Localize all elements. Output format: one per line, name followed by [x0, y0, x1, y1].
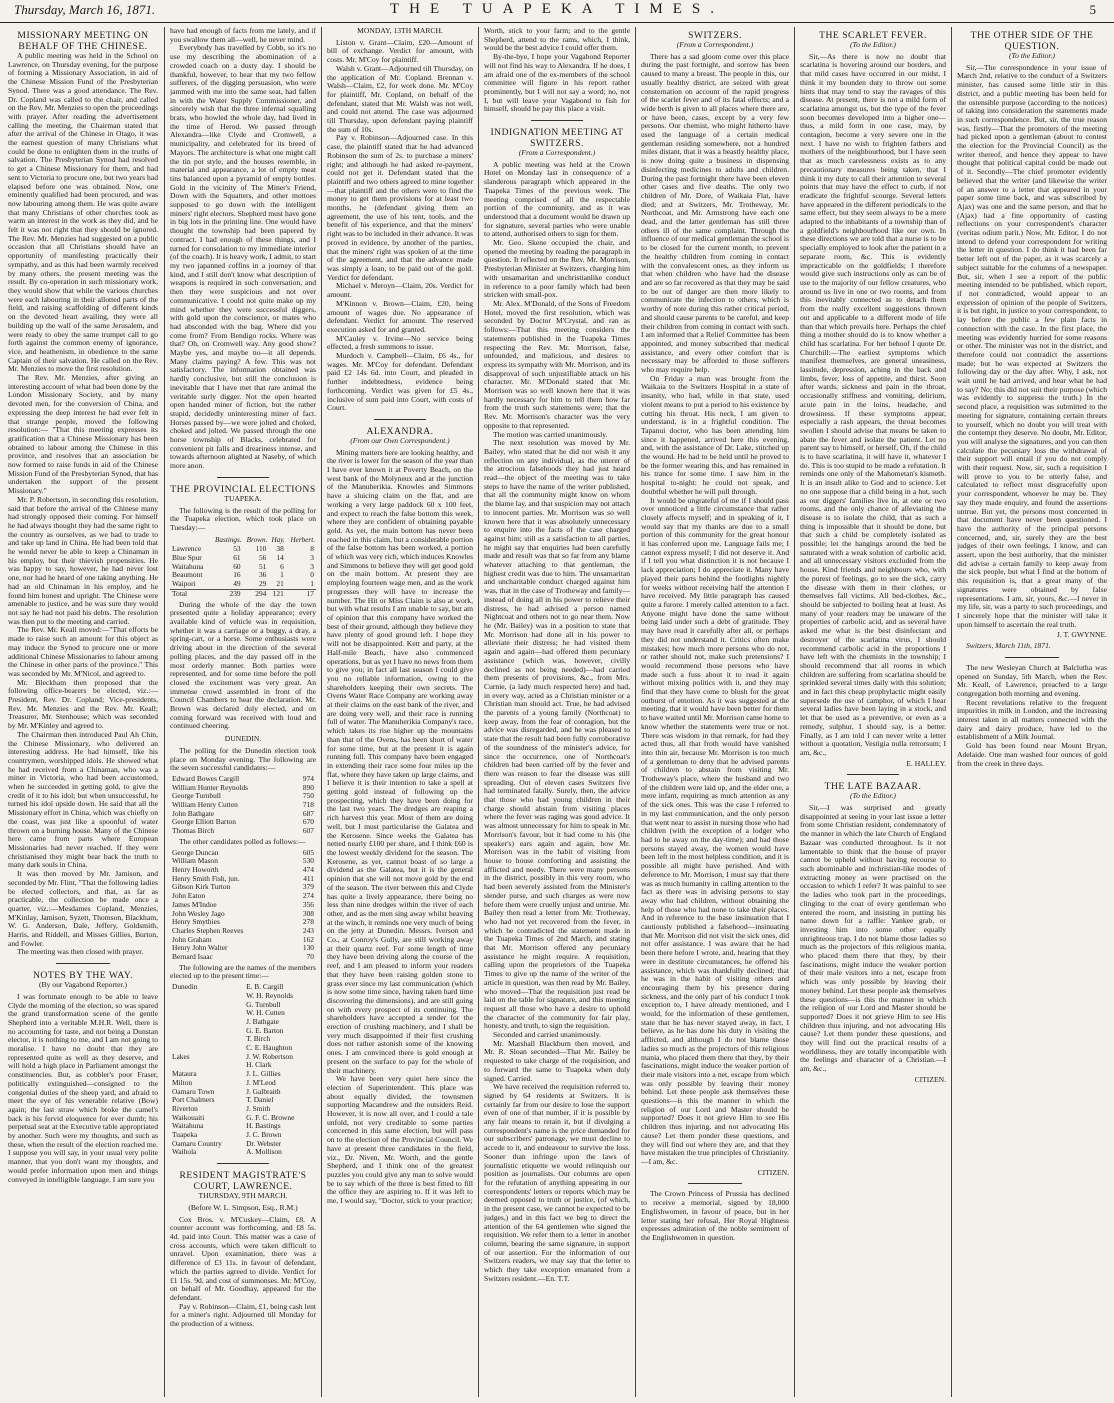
article-title: SWITZERS. — [688, 30, 742, 41]
column-1 — [8, 27, 158, 1397]
article-paragraph: The motion was carried unanimously. — [493, 429, 608, 439]
dunedin-others-table — [170, 849, 316, 962]
table-cell: 0 — [310, 570, 314, 580]
article-paragraph: have had enough of facts from me lately, and if you swallow them all—well, he never mind. — [170, 27, 316, 44]
table-cell — [170, 1009, 244, 1018]
column-3 — [327, 27, 473, 1397]
article-paragraph: Mr. Bleckham then proposed that the following office-bearers be elected, viz.:—President, Rev. Dr. Copland; Vice-presidents, Rev. Mr. Menzies and the Rev. Mr. Keall; Treasurer, Mr. Stenhouse; which was seconded by Mr. M'Kinley and agreed to. — [8, 677, 158, 731]
court-date: THURSDAY, 9TH MARCH. — [198, 1191, 288, 1201]
article-byline: (By our Vagabond Reporter.) — [38, 980, 127, 990]
table-cell: Dunedin — [172, 982, 198, 992]
table-cell: Thomas Birch — [172, 826, 215, 836]
article-paragraph: The following are the names of the members elected up to the present time:— — [170, 962, 316, 981]
table-cell: Dr. Webster — [246, 1138, 282, 1148]
table-cell: G. Turnbull — [246, 999, 281, 1009]
section-divider — [56, 963, 110, 964]
table-cell: Waitahuna — [172, 561, 204, 571]
table-row — [170, 983, 316, 992]
table-cell: 243 — [302, 925, 314, 935]
table-cell: G. F. C. Browne — [246, 1112, 295, 1122]
table-cell: George Elliott Barton — [172, 817, 236, 827]
table-row — [170, 1009, 316, 1018]
table-cell: 530 — [302, 856, 314, 866]
article-paragraph: Pay v. Robinson—Adjourned case. In this case, the plaintiff stated that he had advanced Robinson the sum of 2s. to purchase a miners' right; and although he had asked re-payment, could not get it. Defendant stated that the plaintiff and two others agreed to mine together—that plaintiff and the others were to find the money to get them provisions for at least two months, he (defendant giving them an agreement, the use of his tent, tools, and the benefit of his experience, and that the miners' right was to be included in their advance. It was proved in evidence, by another of the parties, that the miners' right was spoken of at the time of the agreement, and that the advance made was simply a loan, to be paid out of the gold. Verdict for defendant. — [327, 133, 473, 282]
article-paragraph: Seconded and carried unanimously. — [493, 1030, 601, 1040]
article-title: INDIGNATION MEETING AT SWITZERS. — [490, 127, 624, 150]
table-cell: Hay. — [271, 535, 285, 544]
table-cell: 16 — [233, 570, 241, 580]
article-byline: (From a Correspondent.) — [676, 40, 754, 49]
section-divider — [531, 120, 584, 121]
table-cell — [170, 992, 244, 1001]
article-byline: (To the Editor.) — [850, 40, 896, 49]
section-divider — [374, 419, 427, 420]
table-cell: Waihola — [172, 1147, 197, 1157]
article-title: THE OTHER SIDE OF THE QUESTION. — [970, 30, 1094, 52]
table-cell: 1 — [310, 579, 314, 589]
table-cell: H. Clark — [246, 1060, 272, 1070]
table-cell — [170, 1001, 244, 1010]
table-cell: 750 — [302, 791, 314, 801]
table-cell: Mataura — [172, 1069, 197, 1079]
article-title: NOTES BY THE WAY. — [32, 970, 133, 982]
table-cell: Lakes — [172, 1051, 190, 1061]
article-paragraph: Mr. Alex. M'Donald, of the Sons of Freedom Hotel, moved the first resolution, which was seconded by Doctor M'Crystal, and ran as follows:—That this meeting considers the statements published in the Tuapeka Times respecting the Rev. Mr. Morrison, false, unfounded, and malicious, and desires to express its sympathy with Mr. Morrison, and its disapproval of such unjustifiable attack on his character. Mr. M'Donald stated that Mr. Morrison was so well known here that it was hardly necessary for him to tell them how far from the truth such statements were; that the Rev. Mr. Morrison's character was the very opposite to that represented. — [484, 298, 630, 430]
table-cell — [170, 1027, 244, 1036]
table-cell: 121 — [272, 588, 284, 598]
article-paragraph: Walsh v. Grant—Adjourned till Thursday, on the application of Mr. Copland. Brennan v. Walsh—Claim, £2, for work done. Mr. M'Coy for plaintiff, Mr. Copland, on behalf of the defendant, stated that Mr. Walsh was not well, and could not attend. The case was adjourned till Thursday, upon defendant paying plaintiff the sum of 10s. — [327, 63, 473, 134]
table-cell: H. Bastings — [246, 1121, 281, 1131]
article-paragraph: On Friday a man was brought from the Waikaia to the Switzers Hospital in a state of insanity, who had, while in that state, used violent means to put a period to his existence by cutting his throat. His neck, I am given to understand, is in a frightful condition. The Tapanui doctor, who has been attending him since it happened, arrived here this evening, and, with the assistance of Dr. Lake, stitched up the wound. He had to be held until he proved to be the former wearing this, and has remained in his trance for some time. I saw him in the hospital to-night: he could not speak, and doubtful whether he will pull through. — [641, 373, 789, 496]
table-cell: James M'Indoe — [172, 899, 217, 909]
article-paragraph: The polling for the Dunedin election took place on Monday evening. The following are the seven successful candidates:— — [170, 745, 316, 773]
article-title: ALEXANDRA. — [366, 425, 434, 437]
table-cell: Blue Spur — [172, 553, 202, 563]
table-row — [170, 1018, 316, 1027]
table-cell: Henry Smith Fish, jun. — [172, 873, 240, 883]
article-paragraph: Sir,—The correspondence in your issue of March 2nd, relative to the conduct of a Switzers minister, has caused some little stir in this district, and a public meeting has been held for the ostensible purpose (according to the notices) of taking into consideration the statements made in such correspondence. But, sir, the true reason was, firstly—That the promoters of the meeting had picked upon a gentleman (about to contest the election for the Provincial Council) as the writer thereof, and hence they appear to have thought that political capital could be made out of it. Secondly—The chief promoter evidently believed that the writer (and likewise the writer of an answer to a letter that appeared in your paper some time back, and was subscribed by Ajax) was one and the same person, and that he (Ajax) had a fine opportunity of casting reflections on your correspondent's character (veritas odium parit.) Now, Mr. Editor, I do not intend to defend your correspondent for writing the letter in question. I do think it had been far better left out of the paper, as it was scarcely a subject suitable for the columns of a newspaper. But, sir, when I see a report of the public meeting intended to be published, which report, if not contradicted, would appear to an expression of opinion of the people of Switzers, it is but right, in justice to your correspondent, to lay before the public a few plain facts in connection with the case. In the first place, the meeting was evidently hurried for some reasons or other. The minister was not in the district, and therefore could not contradict the assertions made; but he was expected at Switzers the following day or the day after. Why, I ask, not wait until he had arrived, and hear what he had to say? No; this did not suit their purpose (which was evidently to suppress the truth.) In the second place, a requisition was submitted to the meeting for signature, containing certain threats to yourself, which no doubt you will treat with the contempt they deserve. No doubt, Mr. Editor, you will analyse the signatures, and you can then calculate the pecuniary loss the withdrawal of their support will entail if you do not comply with their request. Now, sir, such a requisition I will prove to you to be utterly false, and calculated to reflect most disgracefully upon your correspondent, whoever he may be. They say they made enquiry, and found the assertions untrue. But yet, the persons most concerned in that document have never been questioned. I have the authority of the principal persons concerned, and, sir, surely they are the best judges of their own feelings. I know, and can assert, upon the best authority, that the minister did advise a certain family to keep away from the sick people, but what I find at the bottom of this requisition is, that a great many of the signatures were obtained by false representations. I am, sir, yours, &c.—I never in my life, sir, was a party to such proceedings, and I sincerely hope that the minister will take it upon himself to ascertain the real truth. — [957, 62, 1107, 629]
table-cell: Henry John Walter — [172, 943, 228, 953]
table-cell: Tuapeka — [172, 1130, 198, 1140]
table-cell: John Graham — [172, 934, 212, 944]
article-paragraph: Murdoch v. Campbell—Claim, £6 4s., for wages. Mr. M'Coy for defendant. Defendant paid £2 14s 6d. into Court, and pleaded in further indebtedness, evidence being forthcoming. Verdict was given for £5 4s., inclusive of sum paid into Court, with costs of Court. — [327, 351, 473, 413]
table-cell: 29 — [258, 579, 267, 589]
article-paragraph: The other candidates polled as follows:— — [179, 836, 306, 846]
table-cell: Edward Bowes Cargill — [172, 773, 240, 783]
table-cell: 56 — [258, 553, 267, 563]
letter-signature: CITIZEN. — [757, 1167, 789, 1177]
table-cell: 6 — [280, 561, 284, 571]
article-paragraph: It was then moved by Mr. Jamison, and seconded by Mr. Flint, "That the following ladies be elected collectors, and that, as far as practicable, the collection be made once a quarter, viz.:—Mesdames Copland, Menzies, M'Kinlay, Jamison, Syzett, Thomson, Blackham, W. G. Anderson, Dale, Jeffery, Goldsmith, Harris, and Riddell, and Misses Gillies, Burton, and Fowler. — [8, 869, 158, 948]
article-paragraph: Michael v. Meroyn—Claim, 20s. Verdict for amount. — [327, 281, 473, 300]
table-cell: Bernard Isaac — [172, 952, 213, 962]
article-byline: (From our Own Correspondent.) — [350, 435, 450, 445]
column-rule — [951, 27, 952, 1397]
table-cell: 14 — [276, 553, 284, 563]
table-cell: C. E. Haughton — [246, 1043, 293, 1053]
table-cell: Brown. — [246, 535, 268, 544]
table-cell: 51 — [258, 561, 267, 571]
table-row — [170, 1001, 316, 1010]
table-cell: Waipori — [172, 579, 196, 589]
table-cell: William Henry Cutten — [172, 800, 238, 810]
table-row — [170, 827, 316, 836]
article-paragraph: The Rev. Mr. Menzies, after giving an interesting account of what had been done by the London Missionary Society, and by many devoted men, for the conversion of China, and expressing the deep interest he had ever felt in that strange people, moved the following resolution:— "That this meeting expresses its gratification that a Chinese Missionary has been obtained to labour among the Chinese in this province, and resolves that an association be now formed to raise funds in aid of the Chinese Mission Fund of the Presbyterian Synod, that has undertaken the support of the present Missionary." — [8, 373, 158, 496]
article-paragraph: The Crown Princess of Prussia has declined to receive a memorial, signed by 18,000 Englishwomen, in favour of peace, but in her letter stating her refusal, Her Royal Highness expresses admiration of the noble sentiment of the Englishwomen in question. — [641, 1189, 789, 1242]
article-title: THE LATE BAZAAR. — [824, 781, 922, 793]
table-cell: E. B. Cargill — [246, 982, 284, 992]
table-cell: William Mason — [172, 856, 218, 866]
letter-signature: J. T. GWYNNE. — [1056, 630, 1107, 640]
table-cell: Port Chalmers — [172, 1095, 215, 1105]
table-row — [170, 953, 316, 962]
article-paragraph: Worth, stick to your farm; and to the gentle Shepherd, attend to the rams, which, I think, would be the best advice I could offer them. — [484, 27, 630, 53]
table-row — [170, 580, 316, 589]
column-rule — [635, 27, 636, 1397]
article-paragraph: The Chairman then introduced Paul Ah Chin, the Chinese Missionary, who delivered an interesting address. He had himself, like his countrymen, worshipped idols. He showed what he had received from a Chinaman, who was a miner in Victoria, who had been accustomed, when he succeeded in getting gold, to give the credit of it to his idol; but when unsuccessful, he turned his idol upside down. He said that all the Missionary effort in China, which was chiefly on the coast, was just like a spoonful of water thrown on a burning house. Many of the Chinese here came from parts where European Missionaries had never reached. If they were christianised they might bear back the truth to many dark souls in China. — [8, 729, 158, 870]
table-cell: 17 — [306, 588, 314, 598]
court-date: MONDAY, 13TH MARCH. — [357, 27, 443, 35]
column-rule — [321, 27, 322, 1397]
article-title: MISSIONARY MEETING ON BEHALF OF THE CHINESE. — [17, 30, 149, 52]
table-cell: 60 — [233, 561, 241, 571]
column-2 — [170, 27, 316, 1397]
table-cell: 974 — [302, 773, 314, 783]
column-rule — [164, 27, 165, 1397]
table-row — [170, 1148, 316, 1157]
section-divider — [847, 774, 900, 775]
table-cell: 36 — [258, 570, 267, 580]
table-cell: George Duncan — [172, 847, 219, 857]
table-cell: T. Daniel — [246, 1095, 274, 1105]
table-cell: 8 — [310, 544, 314, 554]
table-cell: 130 — [302, 943, 314, 953]
section-subtitle: DUNEDIN. — [224, 734, 262, 744]
table-cell: Herbert. — [290, 535, 315, 544]
section-divider — [688, 1183, 741, 1184]
table-row — [170, 1044, 316, 1053]
section-subtitle: TUAPEKA. — [224, 493, 262, 503]
court-bench: (Before W. L. Simpson, Esq., R.M.) — [188, 1202, 298, 1212]
article-title: RESIDENT MAGISTRATE'S COURT, LAWRENCE. — [179, 1170, 307, 1193]
article-byline: (To the Editor.) — [1009, 51, 1055, 60]
letter-signature: E. HALLEY. — [906, 758, 946, 768]
table-cell: 162 — [302, 934, 314, 944]
table-cell: Bastings. — [215, 535, 242, 544]
article-paragraph: The next resolution was moved by Mr. Bailey, who stated that he did not wish it any reflection on any individual, as the utterer of the atrocious falsehoods they had just heard read—the object of the meeting was to take steps to have the name of the writer published, that all the community might know on whom the blame lay, and that suspicion may not attach to innocent parties. Mr. Morrison was so well known here that it was absolutely unnecessary to enquire into the facts of the case charged against him; still as a satisfaction to all parties, he might say that enquiries had been carefully made and result was that so far from any blame whatever attaching to that gentleman, the highest credit was due to him. The unsamaritan and uncharitable conduct charged against him was, that in the case of Trotheway and family—instead of doing all in his power to relieve their distress, he had advised a person named Nightcoat and others not to go near them. Now he (Mr. Bailey) was in a position to state that Mr. Morrison had done all in his power to alleviate their distress; he had visited them again and again—had offered them pecuniary assistance (which was, however, civilly declined as not being needed)—had carried them presents of provisions, &c., from Mrs. Curnie, (a lady much respected here) and had, in every way, acted as a Christian minister or a Christian man should act. True, he had advised the parents of a young family (Northcoat) to keep away, from the fear of contagion, but the advice was disregarded, and he was pleased to state that the result had been fully corroborative of the soundness of the minister's advice, for since the occurrence, one of Northcoat's children had been carried off by the fever and there was reason to fear the disease was still spreading. Out of eleven cases Switzers five had terminated fatally. Surely, then, the advice that those who had young children in their charge should abstain from visiting places where the fever was raging was good advice. It was almost unnecessary for him to speak in Mr. Morrison's favour, but it had come to his (the speaker's) ears again and again, how Mr. Morrison was in the habit of visiting from house to house comforting and assisting the afflicted and needy. There were many persons in the district, possibly in this very room, who had been severely assisted from the Minister's slender purse, and such charges as were now before them were cruelly unjust and untrue. Mr. Bailey then read a letter from Mr. Trotheway, who had not yet recovered from the fever, in which he contradicted the statement made in the Tuapeka Times of 2nd March, and stating that Mr. Morrison offered any pecuniary assistance he might require. A requisition, calling upon the proprietors of the Tuapeka Times to give up the name of the writer of the article in question, was then read by Mr. Bailey, who moved—That the requisition just read be laid on the table for signature, and this meeting request all those who have a desire to uphold the character of the community for fair play, honesty, and truth, to sign the requisition. — [484, 438, 630, 1031]
article-paragraph: M'Cauley v. Irvine—No service being effected, a fresh summons to issue. — [327, 333, 473, 352]
table-cell: Gibson Kirk Turton — [172, 882, 231, 892]
table-cell: 1 — [280, 570, 284, 580]
table-total-row — [170, 589, 316, 598]
section-divider — [1005, 657, 1059, 658]
table-cell — [170, 1035, 244, 1044]
table-row — [170, 1027, 316, 1036]
table-cell: Milton — [172, 1077, 193, 1087]
table-cell: 70 — [306, 952, 314, 962]
table-cell: 239 — [229, 588, 241, 598]
table-cell: 110 — [255, 544, 267, 554]
article-paragraph: I was fortunate enough to be able to leave Clyde the morning of the election, so was spared the grand transformation scene of the gentle Shepherd into a veritable M.H.R. Well, there is no accounting for taste, and not being a Dunstan elector, it is nothing to me, and I am not going to moralise. I have no doubt that they are represented quite as well as they deserve, and will hold a high place in Parliament amongst the constituencies. But, as cobbler's poor Fraser, politically extinguished—consigned to the congenial duties of the sheep yard, and afraid to meet the eye of his venerable relative (Bow) again; the last straw which broke the camel's back is his fervid eloquence for ever dumb; his perpetual seat at the Executive table appropriated by another. Such were my thoughts, and such as these, when the result of the election reached me. I suppose you will say, in your usual very polite manner, that you don't want my thoughts, and would prefer information upon men and things conveyed in intelligible language. I am sure you — [8, 991, 158, 1184]
article-paragraph: Mining matters here are looking healthy, and the river is lower for the season of the year than I have ever known it at Poverty Beach, on the west bank of the Molyneux and at the junction of the Manuherikia. Knowles and Simmons have a sluicing claim on the flat, and are working a very large paddock 60 x 100 feet, and expect to reach the false bottom this week, where they are confident of obtaining payable gold. As yet, the main bottom has never been reached in this claim, but a considerable portion of the false bottom has been worked, a portion of which was very rich, which induces Knowles and Simmons to believe they will get good gold on the main bottom. At present they are employing fourteen wage men, and as the work progresses they will have to increase the number. The Hit or Miss Claim is also at work, but with what results I am unable to say, but am of opinion that this company have worked the best of their ground, although they believe they have plenty of good ground left. I hope they will not be disappointed. Kett and party, at the Half-mile Beach, have also commenced operations, but as yet I have no news from them to give you; in fact all last season I could give you no reliable information, owing to the shareholders keeping their own secrets. The Ovens Water Race Company are working away at their claims on the east bank of the river, and are doing very well, and their race is running full of water. The Manuherikia Company's race, which takes its rise higher up the mountains than that of the Ovens, has been short of water for some time, but at the present it is again running full. This company have been engaged in extending their race some four miles up the flat, where they have taken up large claims, and I believe it is their intention to take a spell at getting gold instead of following up the prospecting, which they have been doing for the last two years. The dredges are reaping a rich harvest this year. Most of them are doing well, but I must particularise the Galatea and the Kerosene. Since weeks the Galatea has netted nearly £100 per share, and I think £60 is the lowest weekly dividend for the season. The Kerosene, as yet, cannot boast of so large a dividend as the Galatea, but it is the general opinion that she will not move gold by the end of the season. The river between this and Clyde has quite a lively appearance, there being no less than nine dredges within the river of each other, and as the men sing away whilst heaving at the winch, it reminds one very much of being on the jetty at Dunedin. Messrs. Iverson and Co., at Conroy's Gully, are still working away at their quartz reef. For some length of time they have been driving along the course of the reef, and I am pleased to inform your readers that they have been raising golden stone to grass ever since my last communication (which is now some time since, having taken hard time discovering the dimensions), and are still going on with every prospect of its continuing. The shareholders have accepted a tender for the erection of crushing machinery, and I shall be very much disappointed if their first crushing does not rather astonish some of the knowing ones. I am convinced there is gold enough at present on the surface to pay for the whole of their machinery. — [327, 447, 473, 1075]
table-cell: J. L. Gillies — [246, 1069, 281, 1079]
table-cell: 474 — [302, 864, 314, 874]
table-cell: John Wesley Jago — [172, 908, 225, 918]
article-paragraph: The meeting was then closed with prayer. — [17, 947, 144, 957]
table-cell: 718 — [302, 800, 314, 810]
article-paragraph: We have received the requisition referred to, signed by 64 residents at Switzers. It is certainly far from our desire to lose the support even of one of that number, if it is possible by any fair means to retain it, but if divulging a correspondent's name is the price demanded for our subscribers' patronage, we must decline to accede to it, and endeavour to survive the loss. Sooner than infringe upon the laws of journalistic etiquette we would relinquish our position as journalists. Our columns are open for the refutation of anything appearing in our correspondents' letters or reports which may be deemed opposed to truth or justice, (of which, in the present case, we cannot be expected to be judges,) and in this fact we beg to direct the attention of the 64 gentlemen who signed the requisition. We refer them to a letter in another column, bearing the same signature, in support of our assertion. For the information of our Switzers readers, we may say that the letter to which they take exception emanated from a Switzers resident.—En. T.T. — [484, 1082, 630, 1283]
table-cell: Oamaru Town — [172, 1086, 215, 1096]
column-rule — [794, 27, 795, 1397]
letter-dateline: Switzers, March 11th, 1871. — [966, 641, 1051, 651]
article-paragraph: Liston v. Grant—Claim, £20—Amount of bill of exchange. Verdict for amount, with costs. Mr. M'Coy for plaintiff. — [327, 37, 473, 65]
article-paragraph: Recent revelations relative to the frequent impurities in milk in London, and the increasing interest taken in all matters connected with the dairy and dairy produce, have led to the establishment of a Milk Journal. — [957, 697, 1107, 742]
table-cell: 411 — [303, 873, 314, 883]
article-byline: (From a Correspondent.) — [518, 148, 596, 158]
table-cell: 38 — [276, 544, 284, 554]
table-cell: Waikouaiti — [172, 1112, 205, 1122]
table-cell: 61 — [233, 553, 241, 563]
table-cell: George Turnbull — [172, 791, 221, 801]
table-cell: Waitahuna — [172, 1121, 204, 1131]
article-paragraph: A public meeting was held at the Crown Hotel on Monday last in consequence of a slanderous paragraph which appeared in the Tuapeka Times of the previous week. The meeting comprised of all the respectable portion of the community, and as it was understood that a document would be drawn up for signature, several parties who were unable to attend, authorised others to sign for them. — [484, 159, 630, 239]
table-cell: W. H. Cutten — [246, 1008, 285, 1018]
article-paragraph: Sir,—I was surprised and greatly disappointed at seeing in your last issue a letter from some Christian resident, condemnatory of the manner in which the late Church of England Bazaar was conducted throughout. Is it not lamentable to think that the house of prayer cannot be upheld without having recourse to such abominable and inchristian-like modes of extracting money as were practised on the occasion to which I refer? It was painful to see the ladies who took part in the proceedings, clinging to the coat of every gentleman who entered the room, and insisting in putting his name down for a raffle: Yankee grab, or investing him into some other equally unrighteous trap. I do not blame those ladies so much as the projectors of this religious mania, who placed them there that they, by their fascinations, might induce the weaker portion of their male visitors into a net, escape from which was only possible by leaving their money behind. Let these people ask themselves these questions—is this the manner in which the religion of our Lord and Master should be supported? Does it not grieve Him to see His children thus injuring, and not advocating His cause? Let them ponder these questions, and they will find out the practical results of a worldliness, they are totally incompatible with the feelings and character of a Christian.—I am, &c., — [800, 803, 946, 1074]
tuapeka-poll-table — [170, 535, 316, 599]
table-cell: Beaumont — [172, 570, 203, 580]
article-paragraph: We have been very quiet here since the election of Superintendent. This place was about equally divided, the townsmen supporting Macandrew and the outsiders Reid. However, it is now all over, and I could a tale unfold, not very creditable to some parties concerned in this same election, but will pass on to the election of the Provincial Council. We have at present three candidates in the field, viz., Dr. Niven, Mr. Worth, and the gentle Shepherd, and I think one of the greatest puzzles you could give any man to solve would be to say which of the three is best fitted to fill the office they are aspiring to. If it was left to me, I would say, "Doctor, stick to your practice; — [327, 1074, 473, 1206]
article-title: THE PROVINCIAL ELECTIONS — [170, 483, 316, 495]
column-5 — [641, 27, 789, 1397]
article-paragraph: The Rev. Mr. Keall moved:—"That efforts be made to raise such an amount for this object as may induce the Synod to procure one or more additional Chinese Missionaries to labour among the Chinese in other parts of the province." This was seconded by Mr. M'Nicol, and agreed to. — [8, 625, 158, 678]
article-paragraph: Pay v. Robinson—Claim, £1, being cash lent for a miner's right. Adjourned till Monday for the production of a witness. — [170, 1301, 316, 1329]
table-cell: 379 — [302, 882, 314, 892]
article-paragraph: Gold has been found near Mount Bryan, Adelaide. One man washed four ounces of gold from the creek in three days. — [957, 741, 1107, 768]
table-cell: 278 — [302, 917, 314, 927]
table-cell: Charles Stephen Reeves — [172, 925, 244, 935]
article-paragraph: Mr. Geo. Skene occupied the chair, and opened the meeting by reading the paragraph in question. It reflected on the Rev. Mr. Morrison, Presbyterian Minister at Switzers, charging him with unsamaritan and unchristianlike conduct in reference to a poor family which had been stricken with small-pox. — [484, 238, 630, 300]
section-divider — [217, 1163, 270, 1164]
article-paragraph: The new Wesleyan Church at Balclutha was opened on Sunday, 5th March, when the Rev. Mr. Keall, of Lawrence, preached to a large congregation both morning and evening. — [957, 662, 1107, 698]
table-cell: A. Mollison — [246, 1147, 282, 1157]
column-7 — [957, 27, 1107, 1397]
table-cell: Henry Howorth — [172, 864, 219, 874]
table-cell: 356 — [302, 899, 314, 909]
table-cell: Henry Smythies — [172, 917, 220, 927]
article-paragraph: A public meeting was held in the School on Lawrence, on Thursday evening, for the purpose of forming a Missionary Association, in aid of the Chinese Mission Fund of the Presbyterian Synod. There was a good attendance. The Rev. Dr. Copland was called to the chair, and called on the Rev. Mr. Menzies to open the proceedings with prayer. After reading the advertisement calling the meeting, the Chairman stated that after the arrival of the Chinese in Otago, it was the earnest question of many Christians what could be done to enlighten them in the truths of salvation. The Presbyterian Synod had resolved to get a Chinese Missionary for them, and had sent to Victoria to procure one, but two years had elapsed before one was obtained. Now, one eminently qualified had been procured, and was now labouring among them. He was quite aware that many Christians of other churches took as warm an interest in the work as they did, and he felt it was not right that they should be ignored. The Rev. Mr. Menzies had suggested on a public occasion that all Christians should have an opportunity of manifesting practically their sympathy, and as this had been warmly received by many others, the present meeting was the result. By co-operation in such missionary work, they would show that while the various churches were each labouring in their allotted parts of the field, and raising scaffolding of different kinds on the devoted heart availing, they were all building up the wall of the same Jerusalem, and were ready to obey the same trumpet call to go forth against the common enemy of ignorance, vice, and heathenism, in obedience to the same Captain of their salvation. He called on the Rev. Mr. Menzies to move the first resolution. — [8, 51, 158, 374]
table-cell: 3 — [310, 561, 314, 571]
article-paragraph: By-the-bye, I hope your Vagabond Reporter will not find his way to Alexandra. If he does, I am afraid one of the ex-members of the school committee will figure in his report rather prominently, but I will not say a word; no, not I, but will leave your Vagabond to fish for himself, should he pay this place a visit. — [484, 52, 630, 114]
article-paragraph: It would be ungrateful of me if I should pass over unnoticed a little circumstance that rather closely affects myself; and in speaking of it, I would say that my thanks are due to a small portion of this community for the great honour it has conferred upon me. Language fails me; I cannot express myself; I did not deserve it. And if I tell you what distinction it is not because I lack appreciation; I do appreciate it. Many have played their parts behind the footlights nightly for weeks without receiving half the attention I have received. My little paragraph has caused quite a furore. I merely called attention to a fact. Anyone might have done the same without being laid under such a debt of gratitude. They may have read it carefully after all, or perhaps they did not understand it. Critics often make mistakes; how much more persons who do not, or rather should not, make such pretensions? I would recommend those persons who have made such a fuss about it to read it again without mixing politics with it, and they may find that they have come to blush for the great outburst of emotion. As it was suggested at the meeting, that it would have been better for them to have waited until Mr. Morrison came home to know whether the statements were true or not. There was wisdom in that remark, for had they acted thus, all that froth would have vanished into thin air, because Mr. Morrison is too much of a gentleman to deny that he advised parents of children to abstain from visiting Mr. Trotheway's place, where the husband and two of the children were laid up, and the elder one, a mere infant, requiring as much attention as any of the sick ones. This was the case I referred to in my last communication, and the only person that went near to assist in nursing those who had children (with the exception of a lodger who had to be away on the day-time); and had those persons stayed away, the women would have been left in the most helpless condition, and it is possible all might have perished. And with deference to Mr. Morrison, I must say that there was as much humanity in calling attention to the fact as there was in advising persons to stay away who had children, without obtaining the help of those who had none to take their places. And in reference to the base insinuation that I cautiously published a falsehood—insinuating that Mr. Morrison did not visit the sick ones, did not offer assistance. I was aware that he had been there before I wrote, and, hearing that they were in destitute circumstances, he offered his assistance, which was thankfully declined; that he was in the habit of visiting others and encouraging them by his presence during sickness, and the only part of his conduct I took exception to, I have already mentioned, and I would, for the information of these gentlemen, state that he has never stayed away, in fact, I believe, as he has done his duty in visiting the afflicted, and although I do not blame those ladies so much as the projectors of this religious mania, who placed them there that they, by their fascinations, might induce the weaker portion of their male visitors into a net, escape from which was only possible by leaving their money behind. Let these people ask themselves these questions—is this the manner in which the religion of our Lord and Master should be supported? Does it not grieve Him to see His children thus injuring, and not advocating His cause? Let them ponder these questions, and they will find out where they are, and that they have mistaken the true principles of Christianity.—I am, &c. — [641, 495, 789, 1166]
letter-signature: CITIZEN. — [914, 1074, 946, 1084]
table-cell: William Hunter Reynolds — [172, 782, 249, 792]
column-6 — [800, 27, 946, 1397]
article-paragraph: Everybody has travelled by Cobb, so it's no use my describing the abomination of a crowded coach on a dusty day. I should be thankful, however, to hear that my two fellow sufferers, of the digging persuasion, who were jammed with me into the same seat, had fallen in with the Water Supply Commissioner, and sincerely wish that the three infernal squalling brats, who howled the whole day, had lived in the time of Herod. We passed through Alexandra—like Clyde and Cromwell, a municipality, and celebrated for its breed of Mayors. The architecture is what one might call the tin pot style, and the houses resemble, in material and appearance, a lot of empty meat tins balanced upon a pyramid of empty bottles. Gold in the vicinity of The Miner's Friend, Down with the Squatters, and other mottoes supposed to go down with the intelligent miners' right electors. Shepherd must have gone in big lots in the printing line. One would have thought the township had been papered by contract. I had enough of these things, and I turned for consolation to my immediate interior (of the coach). It is heavy work, I admit, to start my two japanned coffins in a journey of that kind, and I still don't know what description of weapons is required in such conversation, and then they were suspicious and not over communicative. I could not quite make up my mind whether they were successful diggers, with gold upon the conscience, or mates who had absconded with the bag. Where did you come from? From Bendigo rocks. Where was that? Oh, on Cromwell way. Any good show? Maybe yes, and maybe no—it all depends. Many claims paying? A few. This was not satisfactory. The information obtained was hardly conclusive, but still the conclusion is inevitable that I have met that rare animal the veritable surly digger. Not the open hearted open handed miner of fiction, but the rather stupid, decidedly uninteresting miner of fact. Horses passed by—we were jolted and choked, choked and jolted. We passed through the one horse township of Blacks, celebrated for convenient pit falls and dreariness intense, and towards afternoon alighted at Naseby, of which more anon. — [170, 43, 316, 471]
table-cell: John Bathgate — [172, 808, 215, 818]
table-cell: J. W. Robertson — [246, 1051, 293, 1061]
table-cell: J. M'Leod — [246, 1077, 276, 1087]
article-paragraph: Cox Bros. v. M'Cuskey—Claim, £8. A counter account was forthcoming, and £8 5s. 4d. paid into Court. This matter was a case of cross accounts, which were taken difficult to unravel. Upon examination, there was a difference of £3 11s. in favour of defendant, which the parties agreed to divide. Verdict for £1 15s. 9d. and cost of summonses. Mr. M'Coy, on behalf of Mr. Goodhay, appeared for the defendant. — [170, 1214, 316, 1302]
article-paragraph: The following is the result of the polling for the Tuapeka election, which took place on Tuesday:— — [170, 505, 316, 532]
table-cell: T. Birch — [246, 1034, 271, 1044]
table-cell: 607 — [302, 826, 314, 836]
page-number: 5 — [1089, 2, 1096, 17]
masthead: THE TUAPEKA TIMES. — [389, 1, 725, 17]
members-elected-table — [170, 983, 316, 1157]
table-cell: John Eaton — [172, 891, 206, 901]
table-cell: 21 — [276, 579, 284, 589]
table-cell: 308 — [302, 908, 314, 918]
article-paragraph: During the whole of the day the town presented quite a holiday appearance; every available kind of vehicle was in requisition, whether it was a carriage or a buggy, a dray, a spring-cart, or a horse. Some enthusiasts were driving about in the direction of the several polling places, and the day passed off in the most orderly manner. Both parties were represented, and for some time before the poll closed the excitement was very great. An immense crowd assembled in front of the Council Chambers to hear the declaration. Mr. Brown was declared duly elected, and on coming forward was received with loud and continued cheering. — [170, 599, 316, 731]
article-title: THE SCARLET FEVER. — [819, 30, 927, 41]
article-paragraph: Sir,—As there is now no doubt that scarlatina is hovering around our borders, and that mild cases have occurred in our midst, I think it my bounden duty to throw out some hints that may tend to stay the ravages of this disease. At present, there is not a mild form of scarlatina amongst us, but the type of the fever soon becomes developed into a higher one—thus, a mild form in one case, may, by contagion, become a very severe one in the next. I have no wish to frighten fathers and mothers of the neighbourhood, but I have seen that as much carelessness exists as to any precautionary measures being taken, that I think it my duty to call their attention to several points that may have the effect to curb, if not eradicate the frightful scourge. Several letters have appeared in the different periodicals to the same effect, but they seem always to be a mere adapted to the inhabitants of a township than of a goldfield's neighbourhood like our own. In these directions we are told that a nurse is to be specially employed to look after the patient in a separate room, &c. This is evidently impracticable on the goldfields; I therefore would give such instructions only as can be of use to the majority of our fellow creatures, who around us live in one or two rooms, and from this inevitably connected as to detach them from the really excellent suggestions thrown out and applicable to a different mode of life than that which prevails here. Perhaps the chief thing a mother should do is to know whether a child has scarlatina. For her behoof I quote Dr. Churchill:—The earliest symptoms which manifest themselves, are general uneasiness, lassitude, depression, aching in the back and limbs, fever, loss of appetite, and thirst. Soon after wards, sickness and pain in the throat, occasionally stiffness and vomiting, delirium, acute pain in the loins, headache, and drowsiness. If these symptoms appear, especially a rash appears, the throat becomes swollen I should advise that means be taken to abate the fever and isolate the patient. Let no parent say to himself, or herself, Oh, if the child is to have scarlatina, it will have it, whatever I do. This is too stupid to be made a refutation. It reminds one only of the Mahometan's kismeth. It is an insult alike to God and to science. Let no one suppose that a child being in a hut, such as our diggers' families live in, at one or two rooms, and the only chance of alleviating the disease is to isolate the child, that as such a thing is impossible that it should be done, but that such a child be completely isolated as possible; let the hangings around the bed be saturated with a weak solution of carbolic acid, and all unnecessary visitors excluded from the house. Kind friends and neighbours who, with the purest of feelings, go to see the sick, carry the disease with them in their clothes, or themselves fall victims. All bed-clothes, &c., should be subjected to boiling heat at least. As many of your readers may be unaware of the properties of carbolic acid, and as several have asked me what is the best disinfectant and destroyer of the scarlatina virus, I should recommend carbolic acid in the proportions I have left with the chemists in the township; I should recommend that all rooms in which children are suffering from scarlatina should be sprinkled several times daily with this solution; and in fact this cheap prophylactic might easily supersede the use of camphor, of which I hear several ladies have been laying in a stock, and let that be used as a preventive, or even as a remedy, sulphur, I should say, is a better. Finally, as I am told I can never write a letter without a quotation, Vestigia nulla retrorsum; I am, &c., — [800, 51, 946, 757]
page-header — [0, 0, 1114, 23]
table-cell: 3 — [310, 553, 314, 563]
table-cell: 605 — [302, 847, 314, 857]
section-divider — [217, 477, 270, 478]
table-cell: Riverton — [172, 1103, 198, 1113]
table-cell: J. Galbraith — [246, 1086, 281, 1096]
table-cell: 670 — [302, 817, 314, 827]
dunedin-elected-table — [170, 775, 316, 836]
column-4 — [484, 27, 630, 1397]
table-cell: Lawrence — [172, 544, 202, 554]
table-cell: G. E. Barton — [246, 1025, 284, 1035]
article-paragraph: There has a sad gloom come over this place during the past fortnight, and sorrow has been caused to many a breast. The people in this, our usually healthy district, are seized with great consternation on account of the rapid progress of the scarlet fever and of its fatal effects; and a wide berth is given to all places where there are, or have been, cases, except by a very few persons. Our chemist, who might hitherto have used the language of a certain medical gentleman residing somewhere, not a hundred miles distant, that it was a beastly healthy place, is now doing quite a business in dispensing disinfecting medicines to adults and children. During the past fortnight there have been eleven other cases and five deaths. The only two children of Mr. Dore, of Waikaia Flat, have died; and at Switzers, Mr. Trotheway, Mr. Northcoat, and Mr. Armstrong have each one dead, and the latter gentleman has still three others ill of the same complaint. Through the influence of our medical gentleman the school is to be closed for the current month, to prevent the healthy children from coming in contact with the convalescent ones, as they inform us that when children who have had the disease and are so far recovered as that they may be said to be out of danger are then more likely to communicate the infection to others, which is worthy of note during this rather critical period, and should cause parents to be careful, and keep their children from coming in contact with such. I am informed that a Relief Committee has been appointed, and money subscribed that medical assistance, and every other comfort that is necessary may be afforded to those sufferers who may require help. — [641, 51, 789, 375]
table-cell — [170, 1018, 244, 1027]
column-rule — [478, 27, 479, 1397]
table-cell: 49 — [233, 579, 241, 589]
article-paragraph: Mr. P. Robertson, in seconding this resolution, said that before the arrival of the Chinese many had strongly opposed their coming. For himself he had always thought they had the same right to the country as ourselves, as we had to trade to and take up land in China. He had been told that he would never be able to keep a Chinaman in his employ, but their thievish propensities. He was happy to say, however, he had never lost one, nor had he heard of one taking anything. He had an old Chinaman in his employ, and he found him honest and upright. The Chinese were amenable to justice, and he was sure they would not say he had not paid his debts. The resolution was then put to the meeting and carried. — [8, 494, 158, 626]
table-cell: J. C. Brown — [246, 1130, 282, 1140]
issue-date: Thursday, March 16, 1871. — [14, 2, 156, 17]
article-byline: (To the Editor.) — [850, 791, 896, 801]
table-cell: J. Bathgate — [246, 1016, 279, 1026]
table-row — [170, 1035, 316, 1044]
article-paragraph: Mr. Marshall Blackburn then moved, and Mr. R. Sloan seconded—That Mr. Bailey be requested to take charge of the requisition, and to forward the same to Tuapeka when duly signed. Carried. — [484, 1038, 630, 1083]
table-cell: 274 — [302, 891, 314, 901]
table-cell: Oamaru Country — [172, 1138, 222, 1148]
table-cell: W. H. Reynolds — [246, 990, 294, 1000]
table-row — [170, 1053, 316, 1062]
table-cell: Total — [172, 588, 188, 598]
table-cell: 890 — [302, 782, 314, 792]
table-cell: J. Smith — [246, 1103, 271, 1113]
table-cell: 53 — [233, 544, 241, 554]
table-cell: 687 — [302, 808, 314, 818]
table-cell: 294 — [255, 588, 267, 598]
table-row — [170, 992, 316, 1001]
article-paragraph: M'Kinnon v. Brown—Claim, £20, being amount of wages due. No appearance of defendant. Verdict for amount. The reserved execution asked for and granted. — [327, 298, 473, 334]
